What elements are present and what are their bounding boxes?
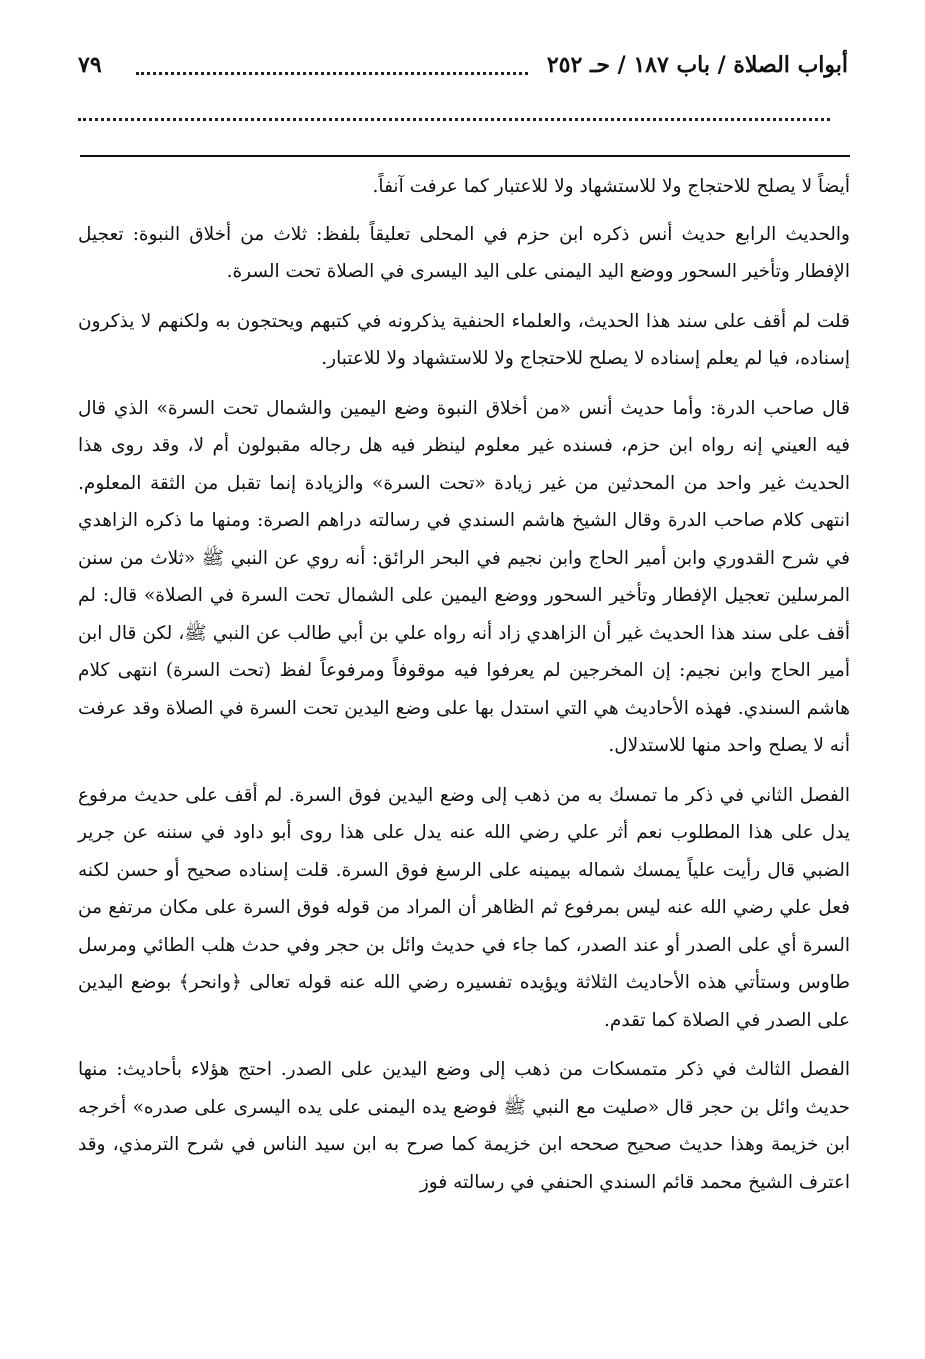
body-text (78, 168, 850, 1213)
paragraph: قلت لم أقف على سند هذا الحديث، والعلماء الحنفية يذكرونه في كتبهم ويحتجون به ولكنهم لا يذكرون إسناده، فيا لم يعلم إسناده لا يصلح للاحتجاج ولا للاستشهاد ولا للاعتبار. (78, 310, 850, 369)
header-dot-leader (136, 72, 528, 75)
dotted-separator (78, 118, 830, 121)
paragraph: والحديث الرابع حديث أنس ذكره ابن حزم في المحلى تعليقاً بلفظ: ثلاث من أخلاق النبوة: تعجيل الإفطار وتأخير السحور ووضع اليد اليمنى على اليد اليسرى في الصلاة تحت السرة. (78, 223, 850, 282)
paragraph: الفصل الثاني في ذكر ما تمسك به من ذهب إلى وضع اليدين فوق السرة. لم أقف على حديث مرفوع يدل على هذا المطلوب نعم أثر علي رضي الله عنه يدل على هذا روى أبو داود في سننه عن جرير الضبي قال رأيت علياً يمسك شماله بيمينه على الرسغ فوق السرة. قلت إسناده صحيح أو حسن لكنه فعل علي رضي الله عنه ليس بمرفوع ثم الظاهر أن المراد من قوله فوق السرة على مكان مرتفع من السرة أي على الصدر أو عند الصدر، كما جاء في حديث وائل بن حجر وفي حدث هلب الطائي ومرسل طاوس وستأتي هذه الأحاديث الثلاثة ويؤيده تفسيره رضي الله عنه قوله تعالى ﴿وانحر﴾ بوضع اليدين على الصدر في الصلاة كما تقدم. (78, 784, 850, 1031)
paragraph: أيضاً لا يصلح للاحتجاج ولا للاستشهاد ولا للاعتبار كما عرفت آنفاً. (372, 176, 850, 197)
paragraph: قال صاحب الدرة: وأما حديث أنس «من أخلاق النبوة وضع اليمين والشمال تحت السرة» الذي قال فيه العيني إنه رواه ابن حزم، فسنده غير معلوم لينظر فيه هل رجاله مقبولون أم لا، وقد روى هذا الحديث غير واحد من المحدثين من غير زيادة «تحت السرة» والزيادة إنما تقبل من الثقة المعلوم. انتهى كلام صاحب الدرة وقال الشيخ هاشم السندي في رسالته دراهم الصرة: ومنها ما ذكره الزاهدي في شرح القدوري وابن أمير الحاج وابن نجيم في البحر الرائق: أنه روي عن النبي ﷺ «ثلاث من سنن المرسلين تعجيل الإفطار وتأخير السحور ووضع اليمين على الشمال تحت السرة في الصلاة» قال: لم أقف على سند هذا الحديث غير أن الزاهدي زاد أنه رواه علي بن أبي طالب عن النبي ﷺ، لكن قال ابن أمير الحاج وابن نجيم: إن المخرجين لم يعرفوا فيه موقوفاً ومرفوعاً لفظ (تحت السرة) انتهى كلام هاشم السندي. فهذه الأحاديث هي التي استدل بها على وضع اليدين تحت السرة في الصلاة وقد عرفت أنه لا يصلح واحد منها للاستدلال. (78, 397, 850, 756)
paragraph: الفصل الثالث في ذكر متمسكات من ذهب إلى وضع اليدين على الصدر. احتج هؤلاء بأحاديث: منها حديث وائل بن حجر قال «صليت مع النبي ﷺ فوضع يده اليمنى على يده اليسرى على صدره» أخرجه ابن خزيمة وهذا حديث صحيح صححه ابن خزيمة كما صرح به ابن سيد الناس في شرح الترمذي، وقد اعترف الشيخ محمد قائم السندي الحنفي في رسالته فوز (78, 1059, 850, 1193)
page-number: ٧٩ (78, 52, 102, 78)
header-rule (80, 155, 850, 157)
header-title: أبواب الصلاة / باب ١٨٧ / حـ ٢٥٢ (546, 52, 848, 78)
running-header (78, 52, 848, 92)
